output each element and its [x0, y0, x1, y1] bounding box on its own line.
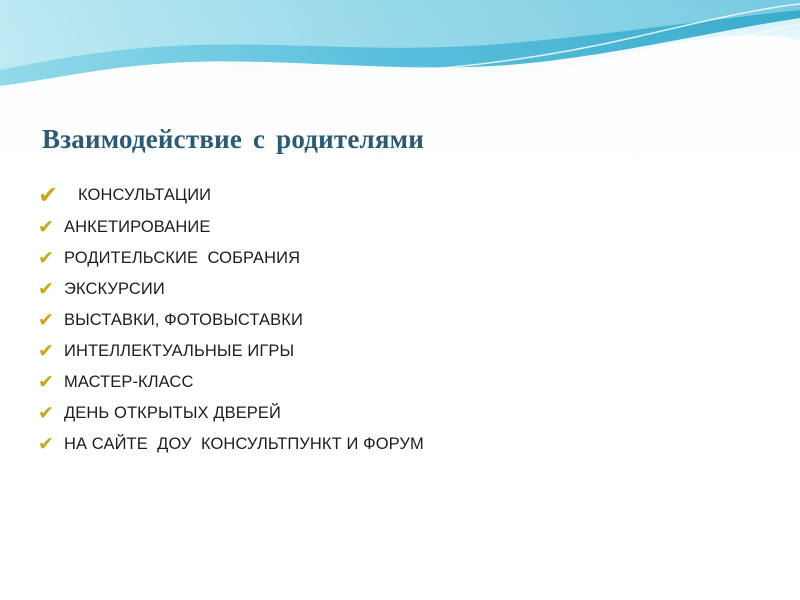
- list-item: [38, 305, 424, 336]
- list-item-label: НА САЙТЕ ДОУ КОНСУЛЬТПУНКТ И ФОРУМ: [64, 435, 424, 453]
- list-item-label: РОДИТЕЛЬСКИЕ СОБРАНИЯ: [64, 249, 301, 267]
- list-item-label: ИНТЕЛЛЕКТУАЛЬНЫЕ ИГРЫ: [64, 342, 295, 360]
- slide-title: Взаимодействие с родителями: [42, 124, 425, 154]
- list-item: [38, 243, 424, 274]
- checkmark-icon: ✔: [38, 433, 54, 455]
- checkmark-icon: ✔: [38, 309, 54, 331]
- list-item: [38, 336, 424, 367]
- list-item: [38, 398, 424, 429]
- checkmark-icon: ✔: [38, 340, 54, 362]
- bullet-list: [38, 178, 424, 460]
- header-wave-decoration: [0, 0, 800, 110]
- list-item-label: АНКЕТИРОВАНИЕ: [64, 218, 211, 236]
- list-item-label: МАСТЕР-КЛАСС: [64, 373, 194, 391]
- list-item-label: ВЫСТАВКИ, ФОТОВЫСТАВКИ: [64, 311, 303, 329]
- checkmark-icon: ✔: [38, 247, 54, 269]
- list-item: [38, 178, 424, 212]
- list-item: [38, 367, 424, 398]
- checkmark-icon: ✔: [38, 278, 54, 300]
- checkmark-icon: ✔: [38, 402, 54, 424]
- list-item: [38, 429, 424, 460]
- list-item: [38, 212, 424, 243]
- list-item: [38, 274, 424, 305]
- list-item-label: ЭКСКУРСИИ: [64, 280, 165, 298]
- list-item-label: ДЕНЬ ОТКРЫТЫХ ДВЕРЕЙ: [64, 404, 281, 422]
- checkmark-icon: ✔: [38, 371, 54, 393]
- list-item-label: КОНСУЛЬТАЦИИ: [78, 185, 212, 204]
- checkmark-icon: ✔: [38, 216, 54, 238]
- checkmark-icon: ✔: [38, 181, 59, 209]
